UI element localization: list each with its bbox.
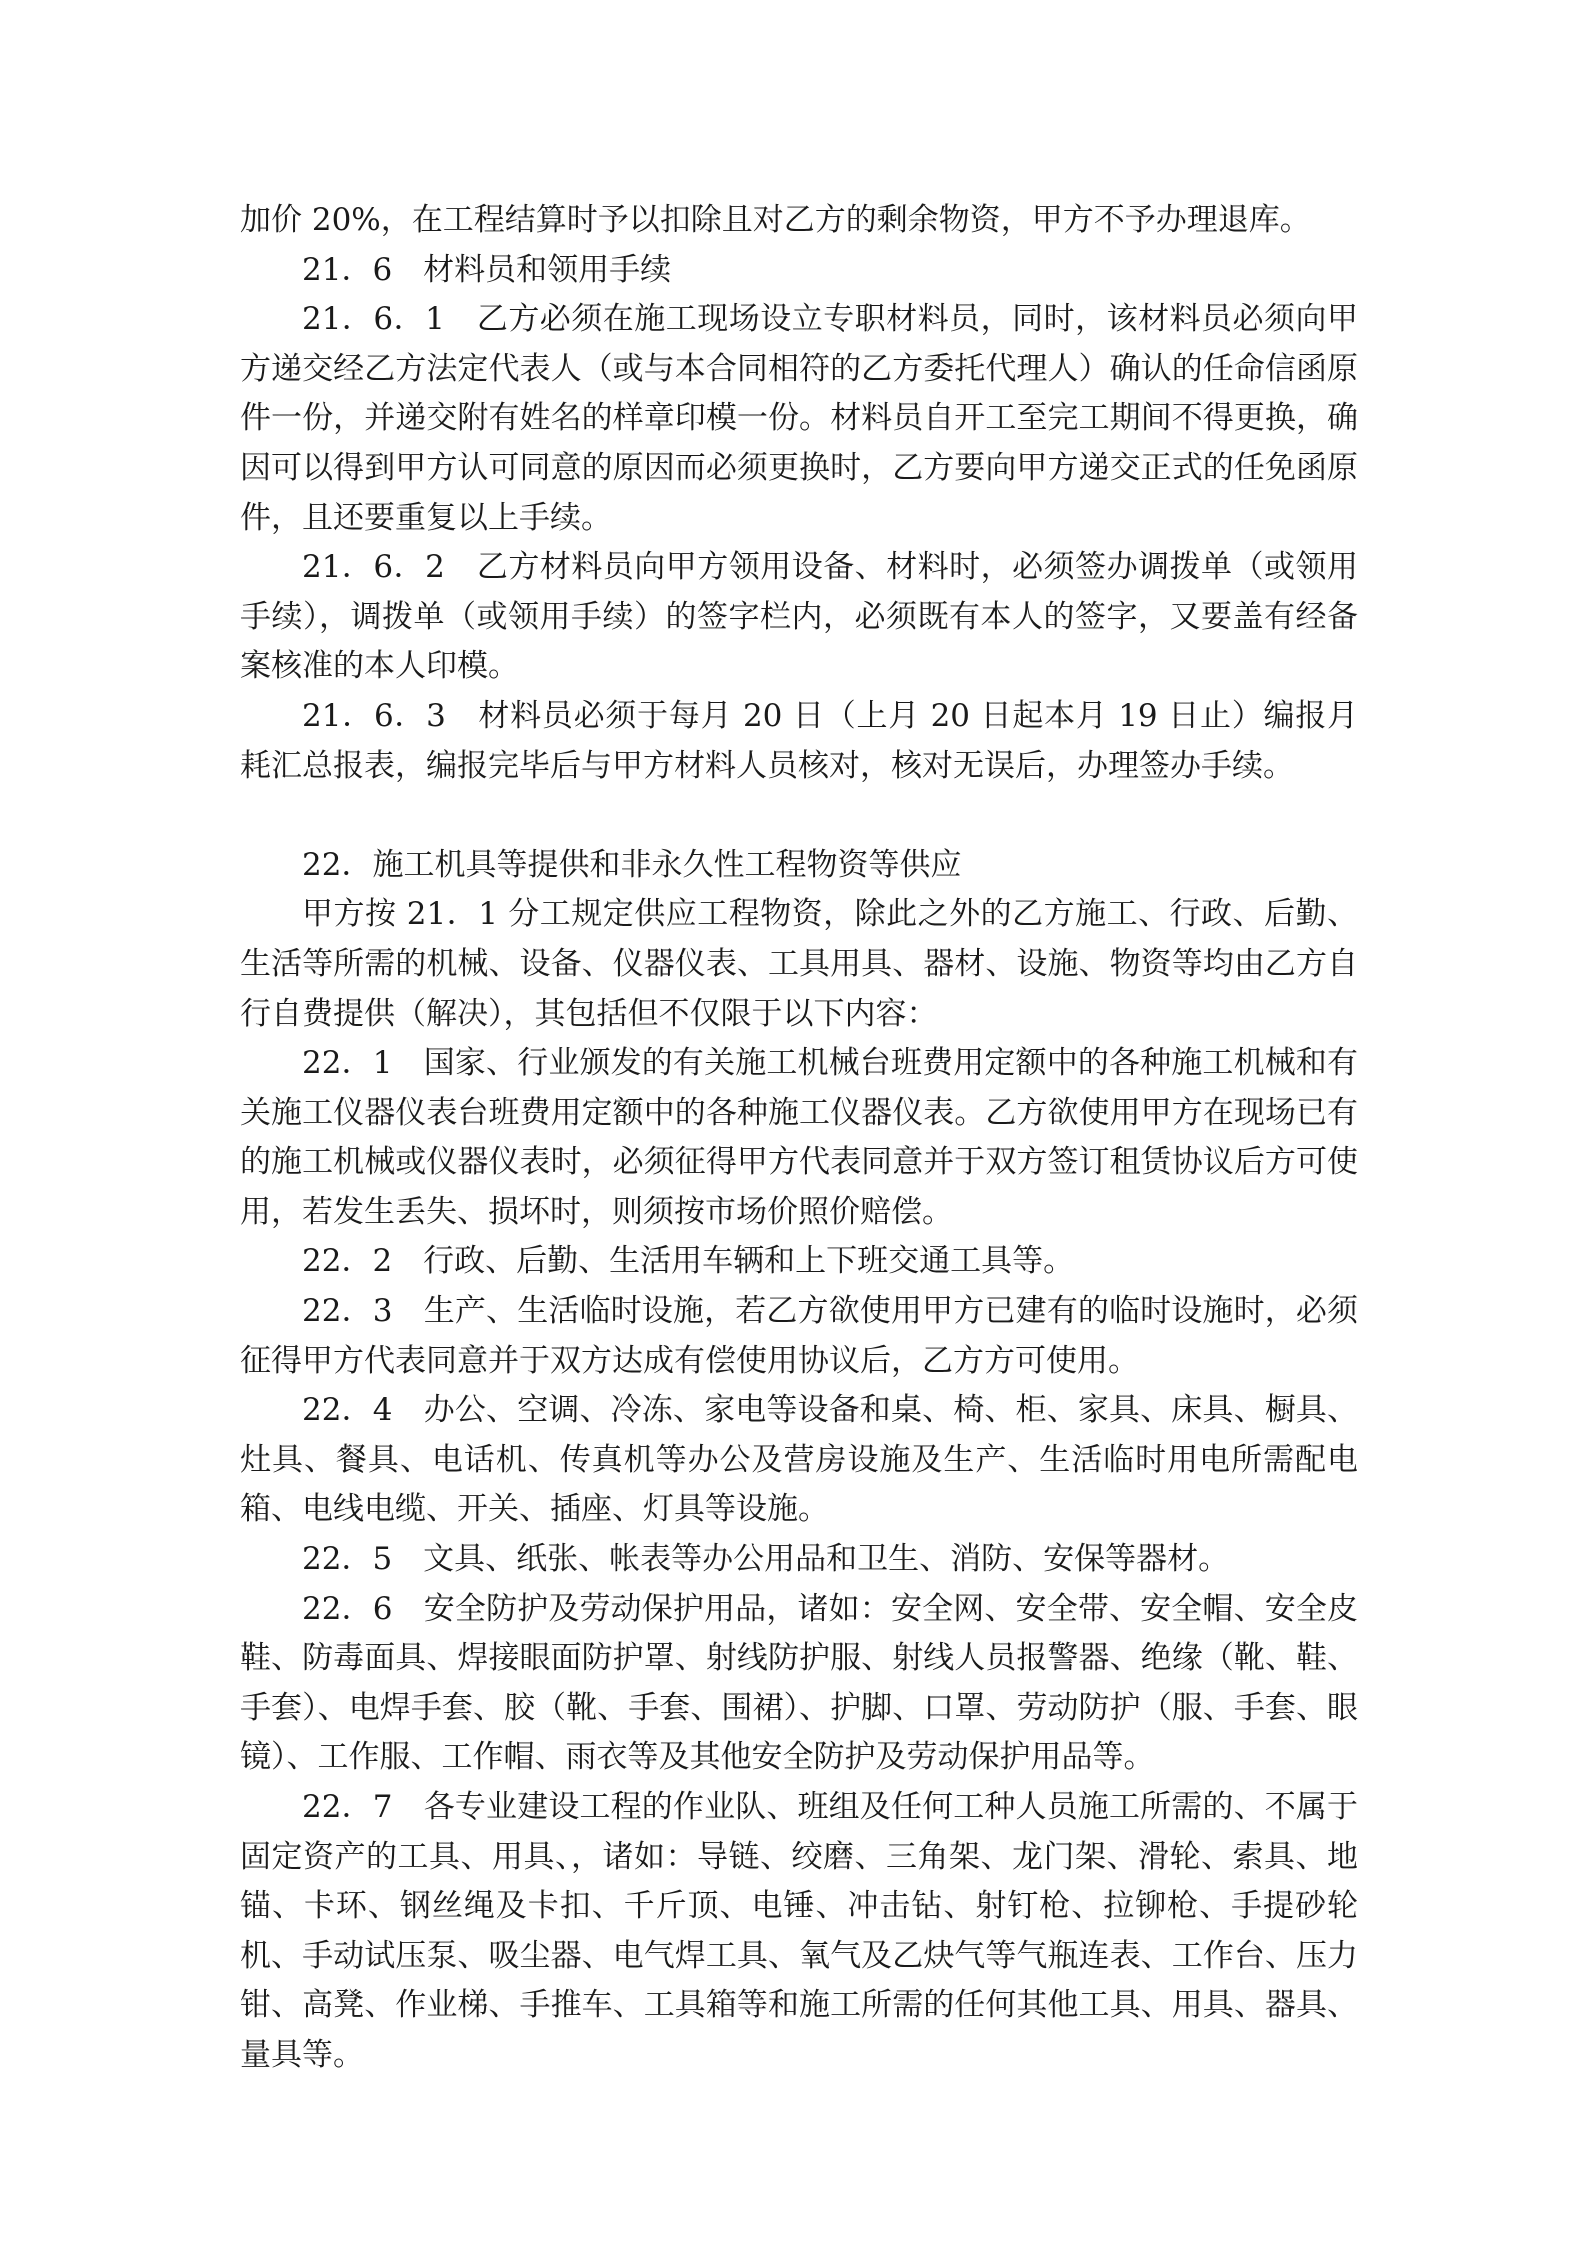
clause-number: 22．3 bbox=[302, 1293, 424, 1330]
paragraph-text: 各专业建设工程的作业队、班组及任何工种人员施工所需的、不属于固定资产的工具、用具、，诸如：导链、绞磨、三角架、龙门架、滑轮、索具、地锚、卡环、钢丝绳及卡扣、千斤顶、电锤、冲击钻、射钉枪、拉铆枪、手提砂轮机、手动试压泵、吸尘器、电气焊工具、氧气及乙炔气等气瓶连表、工作台、压力钳、高凳、作业梯、手推车、工具箱等和施工所需的任何其他工具、用具、器具、量具等。 bbox=[240, 1789, 1359, 2073]
paragraph-text: 行政、后勤、生活用车辆和上下班交通工具等。 bbox=[423, 1243, 1075, 1280]
paragraph-text: 文具、纸张、帐表等办公用品和卫生、消防、安保等器材。 bbox=[423, 1541, 1230, 1578]
paragraph bbox=[240, 543, 1358, 692]
paragraph-text: 加价 20%，在工程结算时予以扣除且对乙方的剩余物资，甲方不予办理退库。 bbox=[240, 202, 1311, 238]
paragraph-text: 材料员必须于每月 20 日（上月 20 日起本月 19 日止）编报月耗汇总报表，编报完毕后与甲方材料人员核对，核对无误后，办理签办手续。 bbox=[240, 697, 1358, 784]
paragraph bbox=[240, 246, 1358, 296]
paragraph bbox=[240, 1287, 1358, 1386]
paragraph-text: 生产、生活临时设施，若乙方欲使用甲方已建有的临时设施时，必须征得甲方代表同意并于双方达成有偿使用协议后，乙方方可使用。 bbox=[240, 1293, 1359, 1379]
document-body bbox=[240, 196, 1358, 2081]
paragraph bbox=[240, 1039, 1358, 1237]
paragraph bbox=[240, 295, 1358, 543]
clause-number: 22．4 bbox=[302, 1392, 424, 1429]
clause-number: 22．6 bbox=[302, 1590, 424, 1627]
paragraph bbox=[240, 1386, 1358, 1535]
paragraph-text: 国家、行业颁发的有关施工机械台班费用定额中的各种施工机械和有关施工仪器仪表台班费用定额中的各种施工仪器仪表。乙方欲使用甲方在现场已有的施工机械或仪器仪表时，必须征得甲方代表同意并于双方签订租赁协议后方可使用，若发生丢失、损坏时，则须按市场价照价赔偿。 bbox=[240, 1045, 1359, 1230]
clause-number: 21．6．2 bbox=[302, 549, 477, 586]
clause-number: 21．6．1 bbox=[302, 301, 477, 338]
paragraph bbox=[240, 1237, 1358, 1287]
paragraph bbox=[240, 1585, 1358, 1783]
paragraph bbox=[240, 692, 1358, 791]
paragraph bbox=[240, 1783, 1358, 2081]
clause-number: 22．2 bbox=[302, 1243, 424, 1280]
paragraph-spacer bbox=[240, 791, 1358, 841]
paragraph bbox=[240, 1535, 1358, 1585]
paragraph bbox=[240, 196, 1358, 246]
clause-number: 22． bbox=[302, 846, 373, 883]
paragraph-text: 办公、空调、冷冻、家电等设备和桌、椅、柜、家具、床具、橱具、灶具、餐具、电话机、传真机等办公及营房设施及生产、生活临时用电所需配电箱、电线电缆、开关、插座、灯具等设施。 bbox=[240, 1392, 1359, 1528]
paragraph bbox=[240, 890, 1358, 1039]
paragraph-text: 施工机具等提供和非永久性工程物资等供应 bbox=[372, 846, 962, 883]
paragraph-text: 材料员和领用手续 bbox=[423, 251, 672, 288]
clause-number: 22．1 bbox=[302, 1045, 424, 1082]
clause-number: 21．6．3 bbox=[302, 697, 479, 734]
paragraph-text: 甲方按 21．1 分工规定供应工程物资，除此之外的乙方施工、行政、后勤、生活等所需的机械、设备、仪器仪表、工具用具、器材、设施、物资等均由乙方自行自费提供（解决），其包括但不仅限于以下内容： bbox=[240, 896, 1358, 1032]
clause-number: 21．6 bbox=[302, 251, 424, 288]
paragraph-text: 乙方必须在施工现场设立专职材料员，同时，该材料员必须向甲方递交经乙方法定代表人（或与本合同相符的乙方委托代理人）确认的任命信函原件一份，并递交附有姓名的样章印模一份。材料员自开工至完工期间不得更换，确因可以得到甲方认可同意的原因而必须更换时，乙方要向甲方递交正式的任免函原件，且还要重复以上手续。 bbox=[240, 301, 1358, 536]
paragraph-text: 乙方材料员向甲方领用设备、材料时，必须签办调拨单（或领用手续），调拨单（或领用手续）的签字栏内，必须既有本人的签字，又要盖有经备案核准的本人印模。 bbox=[240, 549, 1358, 685]
clause-number: 22．5 bbox=[302, 1541, 424, 1578]
paragraph bbox=[240, 841, 1358, 891]
clause-number: 22．7 bbox=[302, 1789, 424, 1825]
paragraph-text: 安全防护及劳动保护用品，诸如：安全网、安全带、安全帽、安全皮鞋、防毒面具、焊接眼面防护罩、射线防护服、射线人员报警器、绝缘（靴、鞋、手套）、电焊手套、胶（靴、手套、围裙）、护脚、口罩、劳动防护（服、手套、眼镜）、工作服、工作帽、雨衣等及其他安全防护及劳动保护用品等。 bbox=[240, 1590, 1359, 1776]
